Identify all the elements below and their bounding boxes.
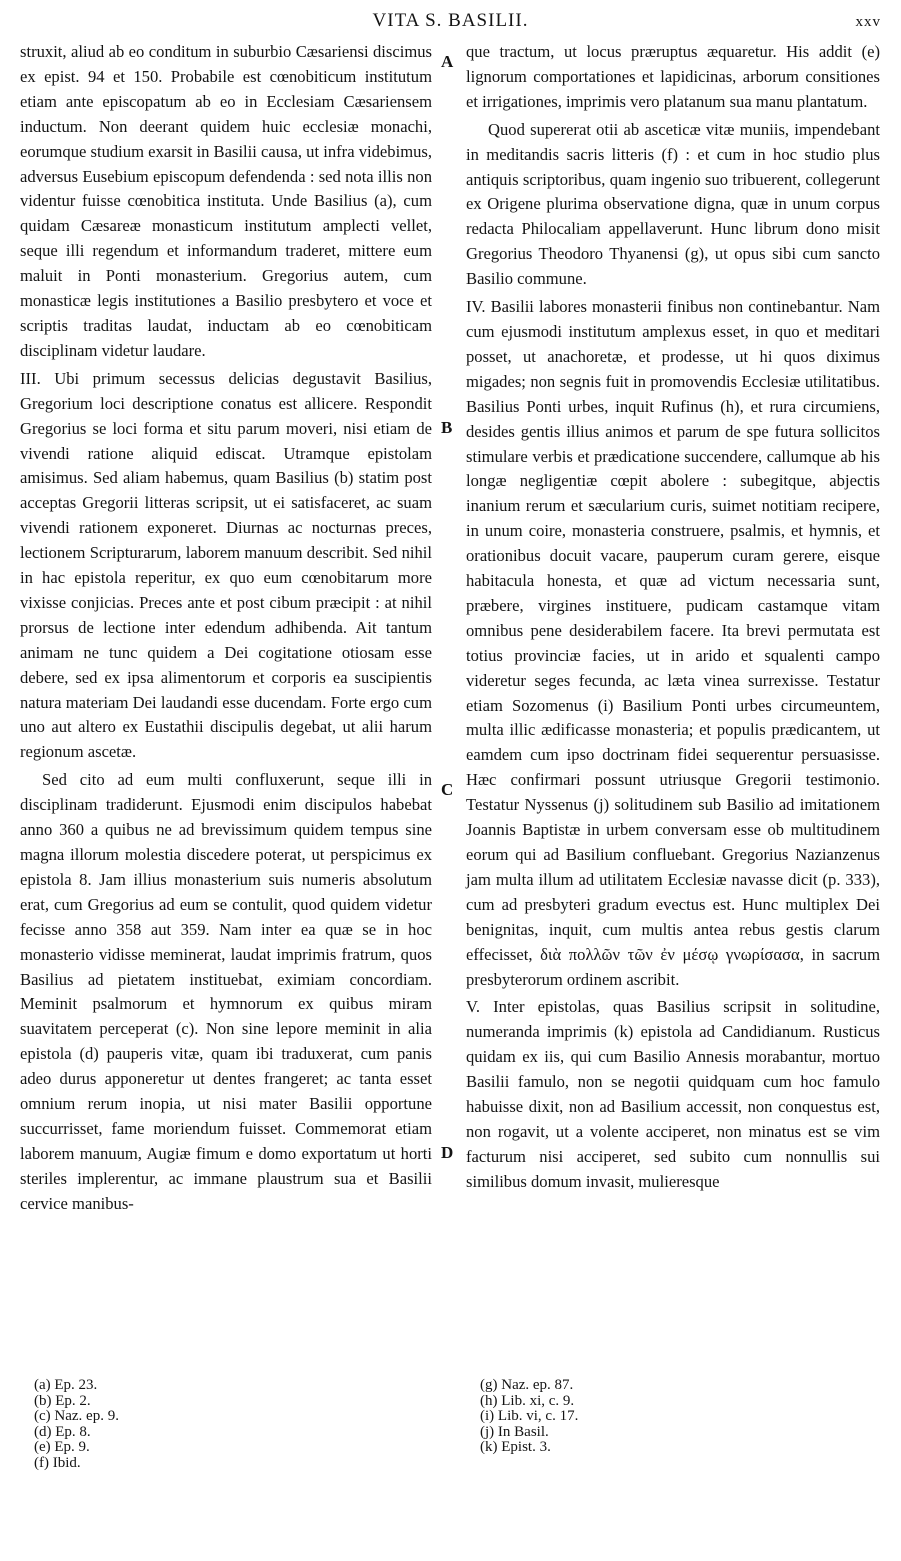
page-number: xxv <box>855 14 881 30</box>
paragraph: Sed cito ad eum multi confluxerunt, seque illi in disciplinam tradiderunt. Ejusmodi enim discipulos habebat anno 360 a quibus ne ad brevissimum quidem tempus sine magna illorum molestia discedere poterat, ut perspicimus ex epistola 8. Jam illius monasterium suis numeris absolutum erat, cum Gregorius ad eum se contulit, quod quidem videtur fecisse anno 358 aut 359. Nam inter ea quæ se in hoc monasterio vidisse meminerat, laudat imprimis fratrum, quos Basilius ad pietatem instituebat, eximiam concordiam. Meminit psalmorum et hymnorum ex quibus miram suavitatem perceperat (c). Non sine lepore meminit in alia epistola (d) pauperis vitæ, quam ibi traduxerat, cum panis adeo durus apponeretur ut dentes frangeret; ac tanta esset omnium rerum inopia, ut nisi mater Basilii opportune succurrisset, fame moriendum fuisset. Commemorat etiam laborem manuum, Augiæ fimum e domo exportatum ut horti steriles implerentur, ac immane plaustrum sua et Basilii cervice manibus- <box>20 770 432 1213</box>
left-column <box>20 40 432 1220</box>
paragraph: Quod supererat otii ab asceticæ vitæ muniis, impendebant in meditandis sacris litteris (f) : et cum in hoc studio plus antiquis scriptoribus, quam ingenio suo tribuerent, collegerunt ex Origene plurima observatione digna, quæ in unum corpus redacta Philocaliam appellaverunt. Hunc librum dono misit Gregorius Theodoro Thyanensi (g), ut opus sibi cum sancto Basilio commune. <box>466 119 880 289</box>
footnote: (j) In Basil. <box>480 1423 549 1440</box>
paragraph: V. Inter epistolas, quas Basilius scripsit in solitudine, numeranda imprimis (k) epistola ad Candidianum. Rusticus quidam ex iis, qui cum Basilio Annesis morabantur, mortuo Basilii famulo, non se negotii quidquam cum hoc famulo habuisse dixit, non ad Basilium accessit, non conquestus est, non rogavit, ut a volente acciperet, non minatus est se vim facturum nisi acciperet, sed subito cum nonnullis sui similibus domum invasit, mulieresque <box>466 997 880 1191</box>
footnotes-left <box>34 1378 119 1471</box>
paragraph: III. Ubi primum secessus delicias degustavit Basilius, Gregorium loci descriptione conatus est allicere. Respondit Gregorius se loci forma et situ parum moveri, nisi etiam de vivendi ratione aliquid ediscat. Utramque epistolam amisimus. Sed aliam habemus, quam Basilius (b) statim post acceptas Gregorii litteras scripsit, ut ei satisfaceret, ac suam vivendi rationem exponeret. Diurnas ac nocturnas preces, lectionem Scripturarum, laborem manuum describit. Sed nihil in hac epistola reperitur, ex quo eum cœnobitarum more vixisse conjicias. Preces ante et post cibum præcipit : at nihil prorsus de lectione inter edendum adhibenda. Ait tantum animam ne tunc quidem a Dei cogitatione otiosam esse debere, sed ex ipsa alimentorum et corporis ea suscipientis natura materiam Dei laudandi esse ducendam. Forte ergo cum uno aut altero ex Eustathii discipulis degebat, ut alii harum regionum ascetæ. <box>20 368 432 762</box>
footnote: (i) Lib. vi, c. 17. <box>480 1408 579 1424</box>
paragraph: que tractum, ut locus præruptus æquaretur. His addit (e) lignorum comportationes et lapidicinas, arborum consitiones et irrigationes, imprimis vero platanum sua manu plantatum. <box>466 42 880 111</box>
paragraph: struxit, aliud ab eo conditum in suburbio Cæsariensi discimus ex epist. 94 et 150. Probabile est cœnobiticum institutum etiam ante episcopatum ab eo in Ecclesiam Cæsariensem inductum. Non deerant quidem huic ecclesiæ monachi, eorumque studium exarsit in Basilii causa, ut infra videbimus, adversus Eusebium episcopum defendenda : sed nota illis non videntur fuisse cœnobitica instituta. Unde Basilius (a), cum quidam Cæsareæ monasticum institutum amplecti vellet, seque illi regendum et informandum traderet, mittere eum maluit in Ponti monasterium. Gregorius autem, cum monasticæ legis institutiones a Basilio presbytero et voce et scriptis traditas laudat, inductam ab eo cœnobiticam disciplinam videtur laudare. <box>20 42 432 360</box>
footnote: (d) Ep. 8. <box>34 1423 91 1440</box>
footnote: (a) Ep. 23. <box>34 1377 98 1393</box>
footnote: (c) Naz. ep. 9. <box>34 1408 119 1424</box>
footnote: (e) Ep. 9. <box>34 1439 90 1455</box>
footnote: (f) Ibid. <box>34 1454 81 1471</box>
footnotes-right <box>480 1378 578 1456</box>
margin-marker-c: C <box>441 780 454 799</box>
right-column <box>466 40 880 1198</box>
running-title: VITA S. BASILII. <box>372 10 529 31</box>
footnote: (b) Ep. 2. <box>34 1392 91 1409</box>
margin-marker-b: B <box>441 418 453 437</box>
paragraph: IV. Basilii labores monasterii finibus non continebantur. Nam cum ejusmodi institutum amplexus esset, in quo et meditari posset, ut anachoretæ, et prodesse, ut hi quos diximus migades; non segnis fuit in promovendis Ecclesiæ utilitatibus. Basilius Ponti urbes, inquit Rufinus (h), et rura circumiens, desides gentis illius animos et parum de spe futura sollicitos stimulare verbis et prædicatione succendere, callumque ab his longæ negligentiæ cœpit abolere : subegitque, abjectis inanium rerum et sæcularium curis, suimet notitiam recipere, in unum coire, monasteria construere, psalmis, et hymnis, et orationibus docuit vacare, pauperum curam gerere, eisque habitacula honesta, et quæ ad victum necessaria sunt, præbere, virgines instituere, pudicam castamque vitam omnibus pene desiderabilem facere. Ita brevi permutata est totius provinciæ facies, ut in arido et squalenti campo videretur seges fecunda, ac læta vinea surrexisse. Testatur etiam Sozomenus (i) Basilium Ponti urbes circumeuntem, multa illic ædificasse monasteria; et populis prædicantem, ut eamdem cum ipso doctrinam fidei sequerentur persuasisse. Hæc confirmari possunt utriusque Gregorii testimonio. Testatur Nyssenus (j) solitudinem sub Basilio ad imitationem Joannis Baptistæ in urbem conversam esse ob multitudinem eorum qui ad Basilium confluebant. Gregorius Nazianzenus jam multa illum ad utilitatem Ecclesiæ navasse dicit (p. 333), cum ad presbyteri gradum evectus est. Hunc multiplex Dei benignitas, inquit, cum multis antea rebus gestis clarum effecisset, διὰ πολλῶν τῶν ἐν μέσῳ γνωρίσασα, in sacrum presbyterorum ordinem ascribit. <box>466 297 880 989</box>
footnote: (g) Naz. ep. 87. <box>480 1377 574 1393</box>
footnote: (k) Epist. 3. <box>480 1439 551 1455</box>
margin-marker-a: A <box>441 52 454 71</box>
margin-marker-d: D <box>441 1143 454 1162</box>
footnote: (h) Lib. xi, c. 9. <box>480 1392 575 1409</box>
